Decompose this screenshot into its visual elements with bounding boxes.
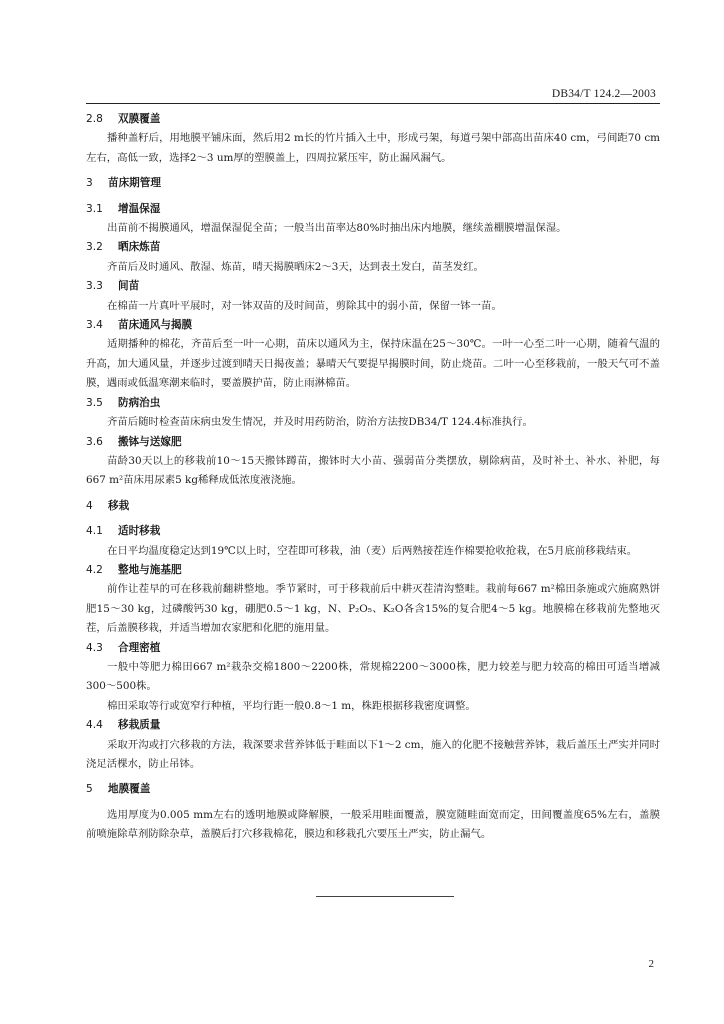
heading-title: 双膜覆盖 (118, 113, 161, 125)
page-number: 2 (648, 958, 654, 970)
heading-title: 合理密植 (118, 641, 161, 654)
paragraph: 适期播种的棉花，齐苗后至一叶一心期，苗床以通风为主，保持床温在25～30℃。一叶一心至二叶一心期，随着气温的升高，加大通风量，并逐步过渡到晴天日揭夜盖；暴晴天气要提早揭膜时间，防止烧苗。二叶一心至移栽前，一般天气可不盖膜，遇雨或低温寒潮来临时，要盖膜护苗，防止雨淋棉苗。 (86, 338, 660, 390)
paragraph: 齐苗后及时通风、散湿、炼苗，晴天揭膜晒床2～3天，达到表土发白，苗茎发红。 (107, 260, 484, 273)
subsection-heading (86, 316, 660, 335)
document-body (86, 110, 660, 845)
paragraph: 在日平均温度稳定达到19℃以上时，空茬即可移栽，油（麦）后两熟接茬连作棉要抢收抢栽，在5月底前移栽结束。 (107, 544, 638, 557)
paragraph: 播种盖籽后，用地膜平铺床面，然后用2 m长的竹片插入土中，形成弓架，每道弓架中部高出苗床40 cm，弓间距70 cm左右，高低一致，选择2～3 um厚的塑膜盖上，四周拉紧压牢，防止漏风漏气。 (86, 132, 660, 164)
heading-number: 3 (86, 177, 93, 190)
subsection-heading (86, 639, 660, 658)
standard-code: DB34/T 124.2—2003 (551, 88, 656, 100)
subsection-heading (86, 394, 660, 413)
heading-title: 整地与施基肥 (118, 563, 182, 576)
heading-title: 间苗 (118, 280, 140, 293)
section-heading (86, 780, 660, 799)
heading-number: 3.4 (86, 319, 103, 332)
paragraph: 棉田采取等行或宽窄行种植，平均行距一般0.8～1 m，株距根据移栽密度调整。 (107, 699, 476, 712)
heading-title: 晒床炼苗 (118, 241, 161, 254)
paragraph: 苗龄30天以上的移栽前10～15天搬钵蹲苗，搬钵时大小苗、强弱苗分类摆放，剔除病苗，及时补土、补水、补肥，每667 m²苗床用尿素5 kg稀释成低浓度液浇施。 (86, 454, 660, 487)
heading-number: 4 (86, 499, 93, 512)
heading-title: 苗床期管理 (108, 177, 161, 190)
heading-number: 4.3 (86, 641, 103, 654)
heading-number: 3.5 (86, 396, 103, 409)
paragraph: 一般中等肥力棉田667 m²栽杂交棉1800～2200株，常规棉2200～3000株，肥力较差与肥力较高的棉田可适当增减300～500株。 (86, 660, 660, 693)
subsection-heading (86, 277, 660, 296)
heading-number: 4.2 (86, 563, 103, 576)
subsection-heading (86, 433, 660, 452)
paragraph: 出苗前不揭膜通风，增温保湿促全苗；一般当出苗率达80%时抽出床内地膜，继续盖棚膜增温保湿。 (107, 222, 567, 235)
heading-title: 搬钵与送嫁肥 (118, 435, 182, 448)
subsection-heading (86, 522, 660, 541)
paragraph: 前作让茬早的可在移栽前翻耕整地。季节紧时，可于移栽前后中耕灭茬清沟整畦。栽前每667 m²棉田条施或穴施腐熟饼肥15～30 kg，过磷酸钙30 kg，硼肥0.5～1 kg，N、P₂O₅、K₂O各含15%的复合肥4～5 kg。地膜棉在移栽前先整地灭茬，后盖膜移栽，并适当增加农家肥和化肥的施用量。 (86, 583, 660, 635)
subsection-heading (86, 238, 660, 257)
heading-number: 3.6 (86, 435, 103, 448)
heading-title: 适时移栽 (118, 525, 161, 538)
subsection-heading (86, 716, 660, 735)
heading-title: 防病治虫 (118, 396, 161, 409)
heading-title: 地膜覆盖 (108, 783, 151, 796)
paragraph: 在棉苗一片真叶平展时，对一钵双苗的及时间苗，剪除其中的弱小苗，保留一钵一苗。 (107, 299, 502, 312)
heading-title: 移栽质量 (118, 719, 161, 732)
heading-title: 增温保湿 (118, 202, 161, 215)
heading-number: 3.1 (86, 202, 103, 215)
section-heading (86, 174, 660, 193)
heading-number: 3.2 (86, 241, 103, 254)
heading-title: 移栽 (108, 499, 130, 512)
subsection-heading (86, 561, 660, 580)
heading-number: 5 (86, 783, 93, 796)
heading-number: 4.4 (86, 719, 103, 732)
paragraph: 选用厚度为0.005 mm左右的透明地膜或降解膜，一般采用畦面覆盖，膜宽随畦面宽而定，田间覆盖度65%左右，盖膜前喷施除草剂防除杂草，盖膜后打穴移栽棉花，膜边和移栽孔穴要压土严实，防止漏气。 (86, 808, 660, 841)
heading-number: 3.3 (86, 280, 103, 293)
paragraph: 齐苗后随时检查苗床病虫发生情况，并及时用药防治，防治方法按DB34/T 124.4标准执行。 (107, 416, 533, 429)
header-rule (86, 103, 660, 104)
subsection-heading (86, 110, 660, 129)
section-heading (86, 497, 660, 516)
heading-title: 苗床通风与揭膜 (118, 319, 193, 332)
paragraph: 采取开沟或打穴移栽的方法，栽深要求营养钵低于畦面以下1～2 cm，施入的化肥不接触营养钵，栽后盖压土严实并同时浇足活棵水，防止吊钵。 (86, 738, 660, 770)
subsection-heading (86, 200, 660, 219)
end-rule (316, 896, 454, 897)
heading-number: 4.1 (86, 525, 103, 538)
heading-number: 2.8 (86, 113, 103, 125)
